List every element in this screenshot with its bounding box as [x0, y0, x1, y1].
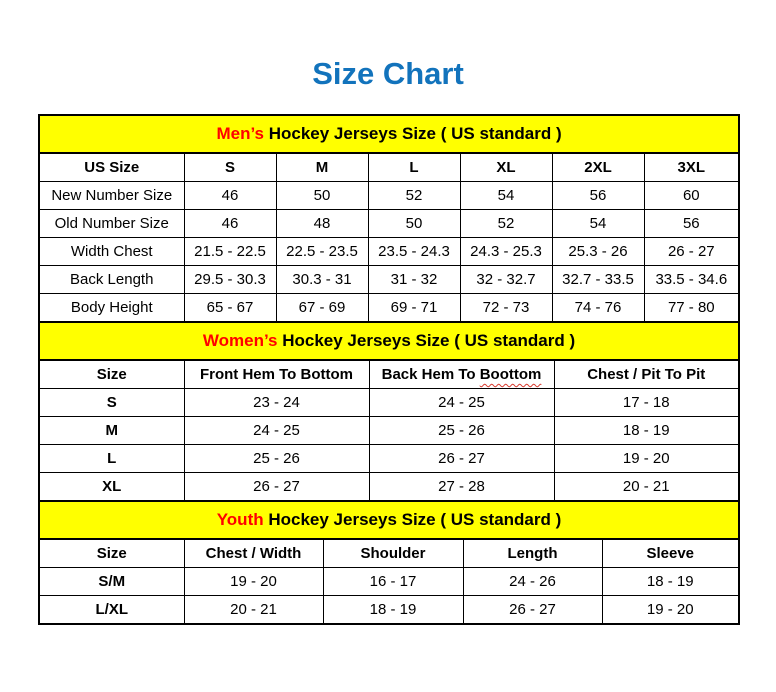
misspelled-prefix: Back Hem To — [381, 366, 480, 383]
cell: 20 - 21 — [554, 473, 739, 502]
column-header: Size — [39, 539, 184, 568]
column-header: M — [276, 153, 368, 182]
cell: 52 — [460, 210, 552, 238]
table-row — [39, 294, 739, 323]
table-row — [39, 210, 739, 238]
cell: 19 - 20 — [602, 596, 739, 625]
cell: 18 - 19 — [323, 596, 463, 625]
cell: 65 - 67 — [184, 294, 276, 323]
cell: 33.5 - 34.6 — [644, 266, 739, 294]
cell: 27 - 28 — [369, 473, 554, 502]
cell: 17 - 18 — [554, 389, 739, 417]
column-header: 2XL — [552, 153, 644, 182]
row-label: M — [39, 417, 184, 445]
table-row — [39, 389, 739, 417]
cell: 74 - 76 — [552, 294, 644, 323]
youth-section-title — [39, 501, 739, 539]
cell: 26 - 27 — [369, 445, 554, 473]
cell: 32.7 - 33.5 — [552, 266, 644, 294]
cell: 52 — [368, 182, 460, 210]
column-header: US Size — [39, 153, 184, 182]
youth-section-highlight: Youth — [216, 510, 264, 529]
column-header: Chest / Pit To Pit — [554, 360, 739, 389]
cell: 26 - 27 — [644, 238, 739, 266]
row-label: XL — [39, 473, 184, 502]
column-header: Sleeve — [602, 539, 739, 568]
cell: 72 - 73 — [460, 294, 552, 323]
cell: 60 — [644, 182, 739, 210]
cell: 77 - 80 — [644, 294, 739, 323]
cell: 30.3 - 31 — [276, 266, 368, 294]
cell: 54 — [460, 182, 552, 210]
cell: 50 — [276, 182, 368, 210]
row-label: L/XL — [39, 596, 184, 625]
cell: 22.5 - 23.5 — [276, 238, 368, 266]
row-label: S/M — [39, 568, 184, 596]
cell: 26 - 27 — [463, 596, 602, 625]
cell: 24 - 25 — [184, 417, 369, 445]
mens-header-row — [39, 153, 739, 182]
row-label: New Number Size — [39, 182, 184, 210]
cell: 21.5 - 22.5 — [184, 238, 276, 266]
youth-section-band — [39, 501, 739, 539]
cell: 46 — [184, 210, 276, 238]
cell: 25.3 - 26 — [552, 238, 644, 266]
cell: 54 — [552, 210, 644, 238]
table-row — [39, 445, 739, 473]
row-label: S — [39, 389, 184, 417]
misspelled-word: Boottom — [479, 366, 542, 383]
cell: 69 - 71 — [368, 294, 460, 323]
page-title: Size Chart — [312, 56, 464, 91]
cell: 19 - 20 — [554, 445, 739, 473]
column-header: XL — [460, 153, 552, 182]
womens-section-highlight: Women’s — [202, 331, 278, 350]
womens-size-table — [38, 321, 740, 502]
cell: 19 - 20 — [184, 568, 323, 596]
row-label: Body Height — [39, 294, 184, 323]
cell: 31 - 32 — [368, 266, 460, 294]
cell: 24 - 26 — [463, 568, 602, 596]
cell: 56 — [644, 210, 739, 238]
cell: 67 - 69 — [276, 294, 368, 323]
table-row — [39, 238, 739, 266]
table-row — [39, 182, 739, 210]
column-header-misspelled — [369, 360, 554, 389]
column-header: Size — [39, 360, 184, 389]
cell: 24 - 25 — [369, 389, 554, 417]
row-label: L — [39, 445, 184, 473]
womens-section-rest: Hockey Jerseys Size ( US standard ) — [277, 331, 576, 350]
column-header: Front Hem To Bottom — [184, 360, 369, 389]
mens-section-title — [39, 115, 739, 153]
cell: 23 - 24 — [184, 389, 369, 417]
cell: 32 - 32.7 — [460, 266, 552, 294]
cell: 24.3 - 25.3 — [460, 238, 552, 266]
row-label: Old Number Size — [39, 210, 184, 238]
womens-section-band — [39, 322, 739, 360]
column-header: Shoulder — [323, 539, 463, 568]
table-row — [39, 568, 739, 596]
womens-section-title — [39, 322, 739, 360]
mens-section-rest: Hockey Jerseys Size ( US standard ) — [264, 124, 562, 143]
cell: 18 - 19 — [602, 568, 739, 596]
mens-size-table — [38, 114, 740, 323]
mens-section-band — [39, 115, 739, 153]
cell: 23.5 - 24.3 — [368, 238, 460, 266]
cell: 25 - 26 — [369, 417, 554, 445]
column-header: Chest / Width — [184, 539, 323, 568]
youth-section-rest: Hockey Jerseys Size ( US standard ) — [263, 510, 562, 529]
cell: 16 - 17 — [323, 568, 463, 596]
youth-size-table — [38, 500, 740, 625]
size-tables — [38, 114, 738, 625]
cell: 48 — [276, 210, 368, 238]
cell: 56 — [552, 182, 644, 210]
womens-header-row — [39, 360, 739, 389]
cell: 50 — [368, 210, 460, 238]
table-row — [39, 266, 739, 294]
column-header: L — [368, 153, 460, 182]
row-label: Width Chest — [39, 238, 184, 266]
table-row — [39, 596, 739, 625]
table-row — [39, 473, 739, 502]
cell: 18 - 19 — [554, 417, 739, 445]
cell: 20 - 21 — [184, 596, 323, 625]
cell: 29.5 - 30.3 — [184, 266, 276, 294]
cell: 46 — [184, 182, 276, 210]
column-header: S — [184, 153, 276, 182]
column-header: 3XL — [644, 153, 739, 182]
table-row — [39, 417, 739, 445]
mens-section-highlight: Men’s — [216, 124, 264, 143]
youth-header-row — [39, 539, 739, 568]
cell: 25 - 26 — [184, 445, 369, 473]
column-header: Length — [463, 539, 602, 568]
row-label: Back Length — [39, 266, 184, 294]
cell: 26 - 27 — [184, 473, 369, 502]
